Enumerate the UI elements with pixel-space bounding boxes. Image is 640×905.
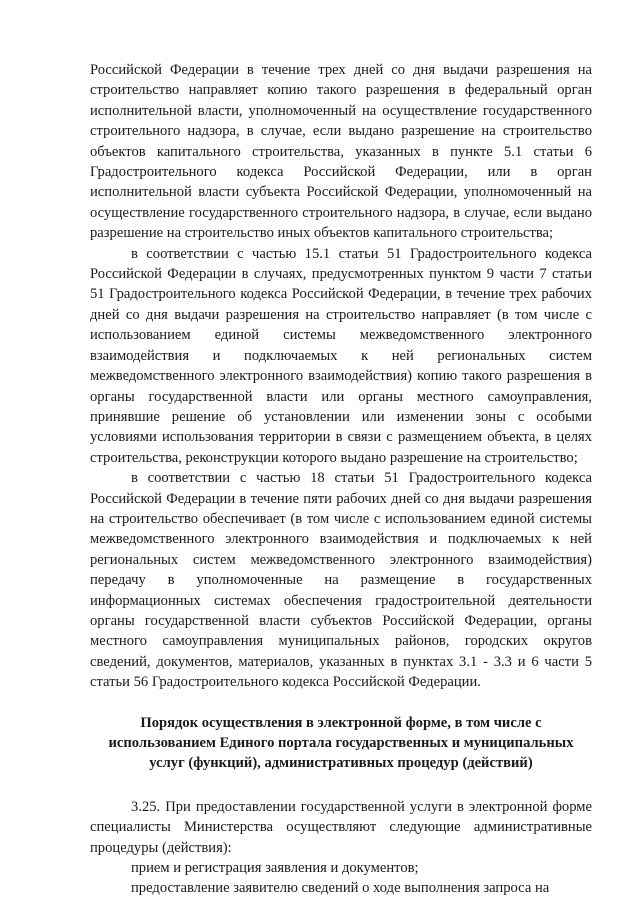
section-heading-line: использованием Единого портала государственных и муниципальных — [108, 735, 574, 751]
paragraph-request-status: предоставление заявителю сведений о ходе выполнения запроса на — [131, 880, 550, 897]
document-page — [90, 60, 592, 899]
paragraph-permit-copy-federal: Российской Федерации в течение трех дней со дня выдачи разрешения на строительство направляет копию такого разрешения в федеральный орган исполнительной власти, уполномоченный на осуществление государственного строительного надзора, в случае, если выдано разрешение на строительство объектов капитального строительства, указанных в пункте 5.1 статьи 6 Градостроительного кодекса Российской Федерации, или в орган исполнительной власти субъекта Российской Федерации, уполномоченный на осуществление государственного строительного надзора, в случае, если выдано разрешение на строительство иных объектов капитального строительства; — [90, 62, 592, 242]
paragraph-part-18: в соответствии с частью 18 статьи 51 Градостроительного кодекса Российской Федерации в течение пяти рабочих дней со дня выдачи разрешения на строительство обеспечивает (в том числе с использованием единой системы межведомственного электронного взаимодействия и подключаемых к ней региональных систем межведомственного электронного взаимодействия) передачу в уполномоченные на размещение в государственных информационных системах обеспечения градостроительной деятельности органы государственной власти субъектов Российской Федерации, органы местного самоуправления муниципальных районов, городских округов сведений, документов, материалов, указанных в пунктах 3.1 - 3.3 и 6 части 5 статьи 56 Градостроительного кодекса Российской Федерации. — [90, 470, 592, 691]
section-heading-line: Порядок осуществления в электронной форме, в том числе с — [140, 714, 542, 731]
section-heading — [90, 713, 592, 774]
section-heading-line: услуг (функций), административных процедур (действий) — [149, 755, 533, 772]
paragraph-reception-registration: прием и регистрация заявления и документов; — [131, 860, 419, 877]
paragraph-part-15-1: в соответствии с частью 15.1 статьи 51 Градостроительного кодекса Российской Федерации в случаях, предусмотренных пунктом 9 части 7 статьи 51 Градостроительного кодекса Российской Федерации, в течение трех рабочих дней со дня выдачи разрешения на строительство направляет (в том числе с использованием единой системы межведомственного электронного взаимодействия и подключаемых к ней региональных систем межведомственного электронного взаимодействия) копию такого разрешения в органы государственной власти или органы местного самоуправления, принявшие решение об установлении или изменении зоны с особыми условиями использования территории в связи с размещением объекта, в целях строительства, реконструкции которого выдано разрешение на строительство; — [90, 245, 592, 466]
paragraph-3-25: 3.25. При предоставлении государственной услуги в электронной форме специалисты Министерства осуществляют следующие административные процедуры (действия): — [90, 798, 592, 856]
